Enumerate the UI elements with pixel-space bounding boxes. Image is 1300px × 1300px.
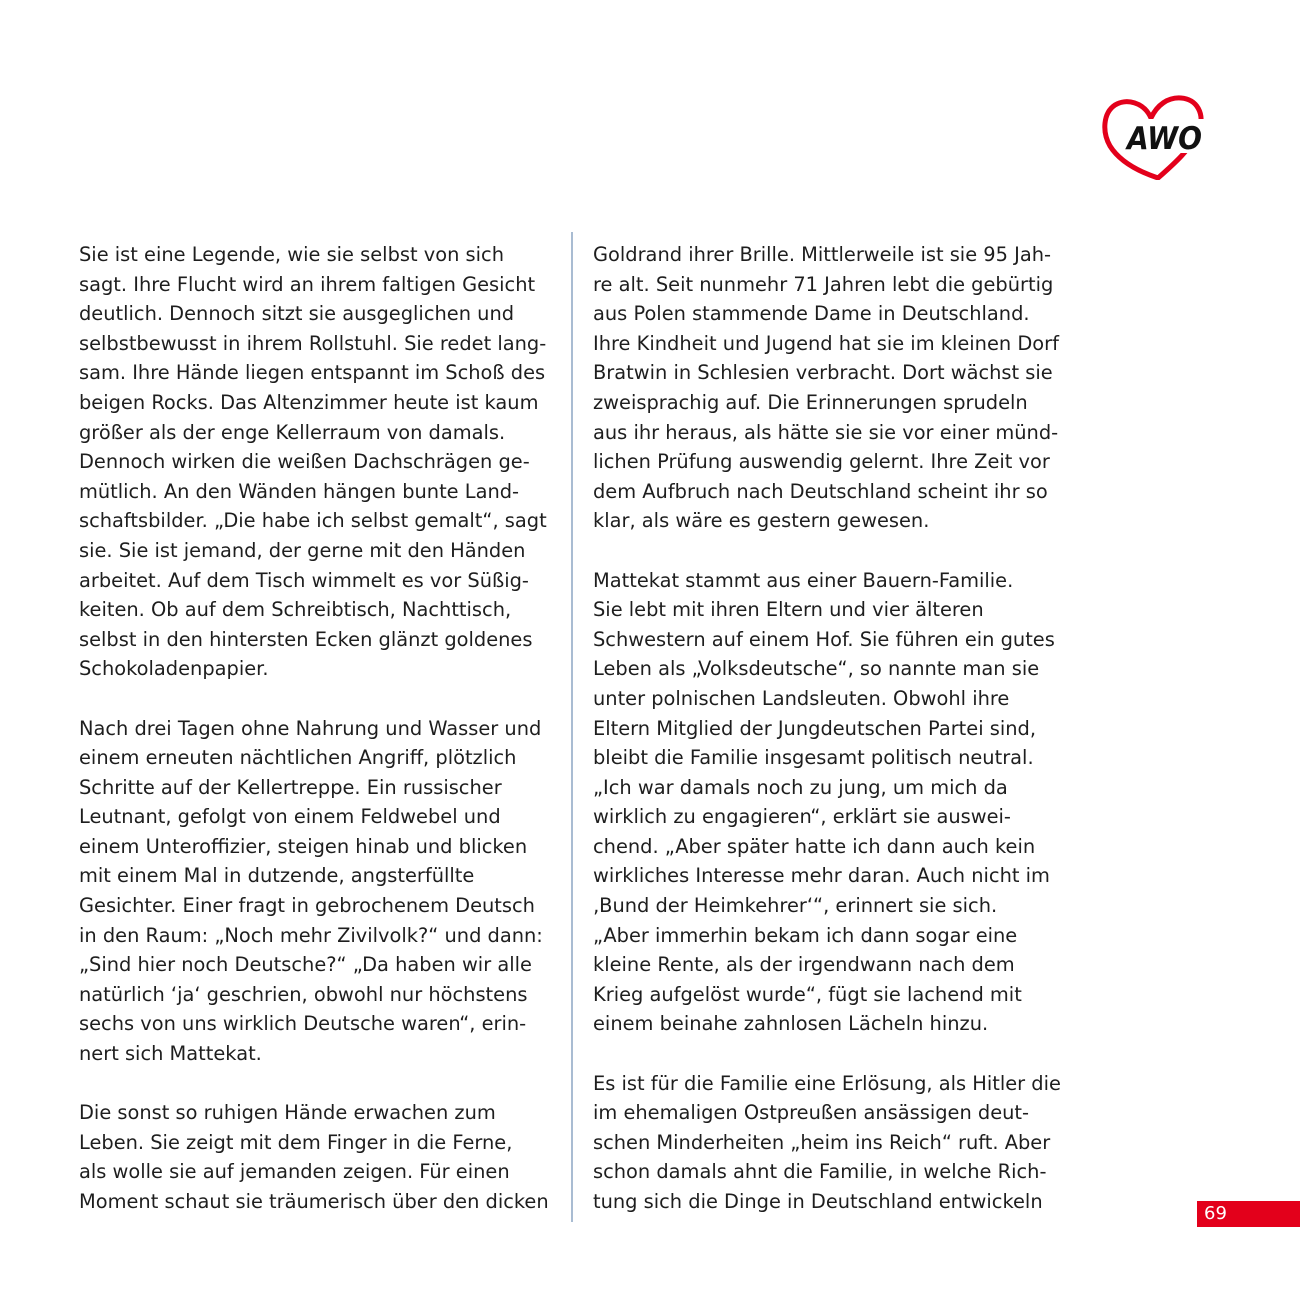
paragraph-gap: [593, 1039, 1083, 1069]
text-line: als wolle sie auf jemanden zeigen. Für einen: [79, 1160, 510, 1184]
text-line: Leben als „Volksdeutsche“, so nannte man sie: [593, 657, 1040, 681]
paragraph-gap: [593, 536, 1083, 566]
text-line: deutlich. Dennoch sitzt sie ausgeglichen und: [79, 302, 515, 326]
text-line: aus ihr heraus, als hätte sie sie vor einer münd-: [593, 420, 1059, 444]
text-line: bleibt die Familie insgesamt politisch neutral.: [593, 746, 1034, 770]
paragraph-gap: [79, 684, 559, 714]
text-line: keiten. Ob auf dem Schreibtisch, Nachttisch,: [79, 598, 512, 622]
text-line: ‚Bund der Heimkehrer‘“, erinnert sie sich.: [593, 894, 998, 918]
text-line: mütlich. An den Wänden hängen bunte Land-: [79, 479, 520, 503]
text-line: chend. „Aber später hatte ich dann auch kein: [593, 834, 1036, 858]
text-line: Eltern Mitglied der Jungdeutschen Partei sind,: [593, 716, 1037, 740]
text-line: Bratwin in Schlesien verbracht. Dort wächst sie: [593, 361, 1053, 385]
text-line: einem beinahe zahnlosen Lächeln hinzu.: [593, 1012, 989, 1036]
text-line: schon damals ahnt die Familie, in welche Rich-: [593, 1160, 1047, 1184]
text-line: beigen Rocks. Das Altenzimmer heute ist kaum: [79, 390, 539, 414]
text-line: Schwestern auf einem Hof. Sie führen ein gutes: [593, 627, 1055, 651]
text-line: sechs von uns wirklich Deutsche waren“, erin-: [79, 1012, 527, 1036]
text-line: selbst in den hintersten Ecken glänzt goldenes: [79, 627, 533, 651]
text-line: „Aber immerhin bekam ich dann sogar eine: [593, 923, 1018, 947]
text-line: dem Aufbruch nach Deutschland scheint ihr so: [593, 479, 1048, 503]
text-line: natürlich ‘ja‘ geschrien, obwohl nur höchstens: [79, 982, 528, 1006]
text-line: Moment schaut sie träumerisch über den dicken: [79, 1190, 549, 1213]
text-line: wirkliches Interesse mehr daran. Auch nicht im: [593, 864, 1050, 888]
text-line: Nach drei Tagen ohne Nahrung und Wasser und: [79, 716, 542, 740]
text-line: Schokoladenpapier.: [79, 657, 269, 681]
text-line: aus Polen stammende Dame in Deutschland.: [593, 302, 1030, 326]
svg-text:AWO: AWO: [1124, 121, 1202, 157]
left-text-column: [79, 240, 559, 1217]
text-line: einem Unteroffizier, steigen hinab und blicken: [79, 834, 528, 858]
paragraph: [593, 240, 1083, 536]
paragraph: [79, 1098, 559, 1216]
text-line: tung sich die Dinge in Deutschland entwickeln: [593, 1190, 1043, 1213]
text-line: Goldrand ihrer Brille. Mittlerweile ist sie 95 Jah-: [593, 243, 1052, 266]
paragraph: [593, 1069, 1083, 1217]
text-line: sagt. Ihre Flucht wird an ihrem faltigen Gesicht: [79, 272, 536, 296]
text-line: wirklich zu engagieren“, erklärt sie auswei-: [593, 805, 1011, 829]
text-line: mit einem Mal in dutzende, angsterfüllte: [79, 864, 475, 888]
text-line: „Ich war damals noch zu jung, um mich da: [593, 775, 1008, 799]
text-line: größer als der enge Kellerraum von damals.: [79, 420, 506, 444]
text-line: Gesichter. Einer fragt in gebrochenem Deutsch: [79, 894, 535, 918]
text-line: unter polnischen Landsleuten. Obwohl ihre: [593, 686, 1010, 710]
text-line: nert sich Mattekat.: [79, 1042, 262, 1066]
text-line: Dennoch wirken die weißen Dachschrägen ge-: [79, 450, 530, 474]
text-line: Schritte auf der Kellertreppe. Ein russischer: [79, 775, 502, 799]
text-line: Leutnant, gefolgt von einem Feldwebel und: [79, 805, 501, 829]
text-line: einem erneuten nächtlichen Angriff, plötzlich: [79, 746, 517, 770]
paragraph: [593, 566, 1083, 1040]
column-divider: [571, 232, 573, 1222]
text-line: „Sind hier noch Deutsche?“ „Da haben wir alle: [79, 953, 532, 977]
right-text-column: [593, 240, 1083, 1217]
awo-logo: [1098, 92, 1208, 180]
paragraph: [79, 240, 559, 684]
text-line: in den Raum: „Noch mehr Zivilvolk?“ und dann:: [79, 923, 543, 947]
text-line: sie. Sie ist jemand, der gerne mit den Händen: [79, 538, 526, 562]
text-line: schaftsbilder. „Die habe ich selbst gemalt“, sagt: [79, 509, 547, 533]
text-line: sam. Ihre Hände liegen entspannt im Schoß des: [79, 361, 546, 385]
paragraph: [79, 714, 559, 1069]
page-number: 69: [1204, 1203, 1227, 1224]
text-line: klar, als wäre es gestern gewesen.: [593, 509, 930, 533]
text-line: Die sonst so ruhigen Hände erwachen zum: [79, 1101, 496, 1125]
text-line: Sie ist eine Legende, wie sie selbst von sich: [79, 243, 504, 266]
text-line: lichen Prüfung auswendig gelernt. Ihre Zeit vor: [593, 450, 1050, 474]
text-line: Es ist für die Familie eine Erlösung, als Hitler die: [593, 1071, 1061, 1095]
text-line: kleine Rente, als der irgendwann nach dem: [593, 953, 1015, 977]
text-line: Leben. Sie zeigt mit dem Finger in die Ferne,: [79, 1130, 513, 1154]
text-line: schen Minderheiten „heim ins Reich“ ruft. Aber: [593, 1130, 1051, 1154]
text-line: re alt. Seit nunmehr 71 Jahren lebt die gebürtig: [593, 272, 1054, 296]
text-line: im ehemaligen Ostpreußen ansässigen deut-: [593, 1101, 1030, 1125]
text-line: Krieg aufgelöst wurde“, fügt sie lachend mit: [593, 982, 1022, 1006]
paragraph-gap: [79, 1069, 559, 1099]
text-line: selbstbewusst in ihrem Rollstuhl. Sie redet lang-: [79, 331, 547, 355]
text-line: Mattekat stammt aus einer Bauern-Familie.: [593, 568, 1014, 592]
text-line: Sie lebt mit ihren Eltern und vier älteren: [593, 598, 984, 622]
text-line: zweisprachig auf. Die Erinnerungen sprudeln: [593, 390, 1028, 414]
text-line: arbeitet. Auf dem Tisch wimmelt es vor Süßig-: [79, 568, 529, 592]
text-line: Ihre Kindheit und Jugend hat sie im kleinen Dorf: [593, 331, 1059, 355]
